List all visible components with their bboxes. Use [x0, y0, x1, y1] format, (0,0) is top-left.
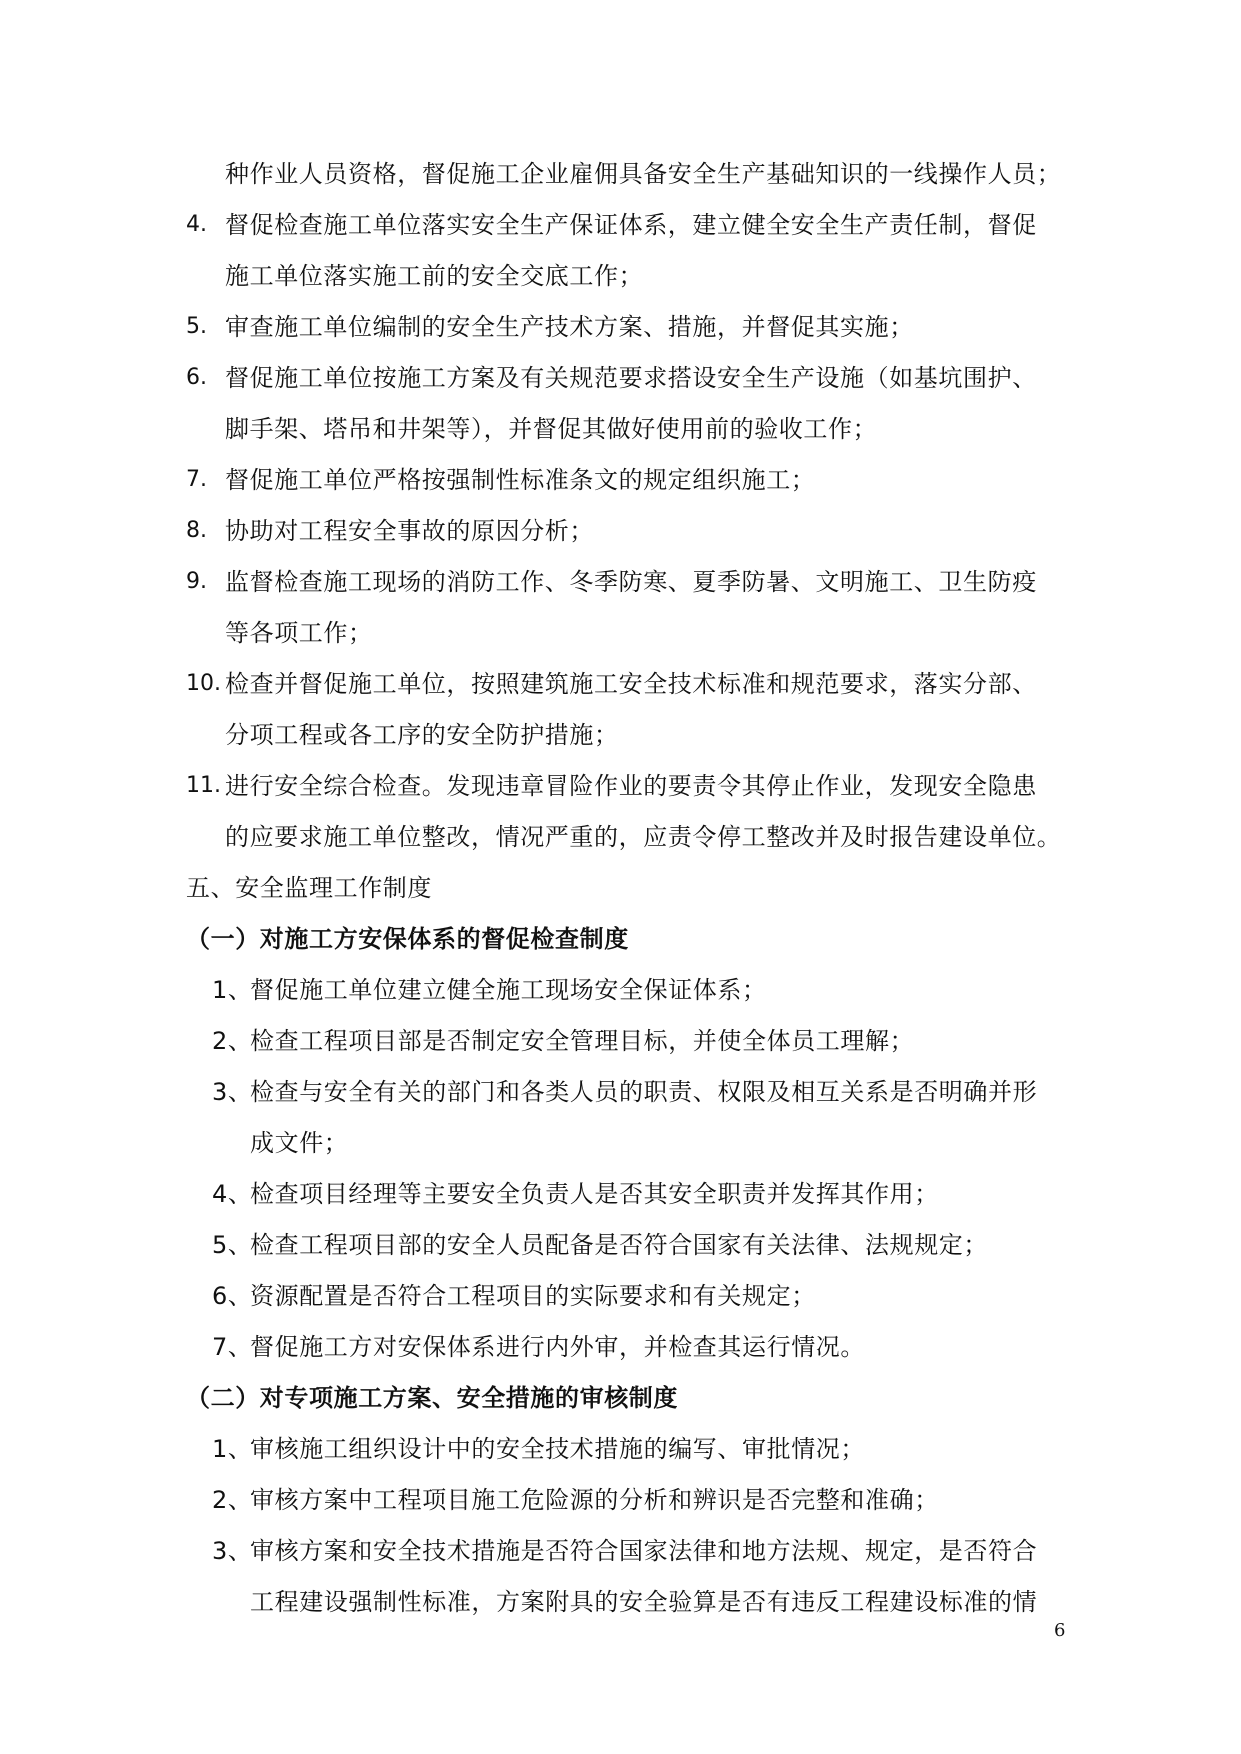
sub-item-line: 成文件；: [250, 1129, 349, 1157]
list-item-line: 检查并督促施工单位，按照建筑施工安全技术标准和规范要求，落实分部、: [225, 670, 1037, 698]
sub-item-number: 6、: [212, 1282, 253, 1310]
list-item-line: 的应要求施工单位整改，情况严重的，应责令停工整改并及时报告建设单位。: [225, 823, 1062, 851]
sub-item-line: 督促施工单位建立健全施工现场安全保证体系；: [250, 976, 767, 1004]
sub-item-line: 工程建设强制性标准，方案附具的安全验算是否有违反工程建设标准的情: [250, 1588, 1038, 1616]
list-item-number: 6.: [186, 365, 207, 390]
sub-item-line: 审核方案和安全技术措施是否符合国家法律和地方法规、规定，是否符合: [250, 1537, 1038, 1565]
sub-item-number: 2、: [212, 1486, 253, 1514]
list-item-number: 8.: [186, 518, 207, 543]
sub-item-number: 2、: [212, 1027, 253, 1055]
list-item-line: 分项工程或各工序的安全防护措施；: [225, 721, 619, 749]
list-item-number: 5.: [186, 314, 207, 339]
page-number: 6: [1054, 1620, 1066, 1641]
sub-item-line: 检查项目经理等主要安全负责人是否其安全职责并发挥其作用；: [250, 1180, 939, 1208]
list-item-number: 9.: [186, 569, 207, 594]
sub-item-number: 1、: [212, 1435, 253, 1463]
sub-item-number: 1、: [212, 976, 253, 1004]
list-item-line: 施工单位落实施工前的安全交底工作；: [225, 262, 644, 290]
sub-item-line: 审核施工组织设计中的安全技术措施的编写、审批情况；: [250, 1435, 865, 1463]
list-item-line: 等各项工作；: [225, 619, 373, 647]
continuation-line: 种作业人员资格，督促施工企业雇佣具备安全生产基础知识的一线操作人员；: [225, 160, 1062, 188]
list-item-number: 11.: [186, 773, 221, 798]
sub-item-number: 7、: [212, 1333, 253, 1361]
list-item-line: 进行安全综合检查。发现违章冒险作业的要责令其停止作业，发现安全隐患: [225, 772, 1037, 800]
section-heading: 五、安全监理工作制度: [186, 874, 432, 902]
sub-item-number: 5、: [212, 1231, 253, 1259]
list-item-number: 4.: [186, 212, 207, 237]
list-item-number: 7.: [186, 467, 207, 492]
sub-item-line: 督促施工方对安保体系进行内外审，并检查其运行情况。: [250, 1333, 865, 1361]
list-item-line: 监督检查施工现场的消防工作、冬季防寒、夏季防暑、文明施工、卫生防疫: [225, 568, 1037, 596]
sub-item-number: 3、: [212, 1537, 253, 1565]
list-item-line: 脚手架、塔吊和井架等），并督促其做好使用前的验收工作；: [225, 415, 878, 443]
list-item-line: 督促检查施工单位落实安全生产保证体系，建立健全安全生产责任制，督促: [225, 211, 1037, 239]
subsection-heading: （一）对施工方安保体系的督促检查制度: [186, 925, 629, 953]
list-item-number: 10.: [186, 671, 221, 696]
sub-item-line: 检查工程项目部的安全人员配备是否符合国家有关法律、法规规定；: [250, 1231, 988, 1259]
list-item-line: 督促施工单位按施工方案及有关规范要求搭设安全生产设施（如基坑围护、: [225, 364, 1037, 392]
sub-item-number: 4、: [212, 1180, 253, 1208]
sub-item-line: 检查与安全有关的部门和各类人员的职责、权限及相互关系是否明确并形: [250, 1078, 1038, 1106]
subsection-heading: （二）对专项施工方案、安全措施的审核制度: [186, 1384, 678, 1412]
sub-item-number: 3、: [212, 1078, 253, 1106]
sub-item-line: 检查工程项目部是否制定安全管理目标，并使全体员工理解；: [250, 1027, 915, 1055]
list-item-line: 督促施工单位严格按强制性标准条文的规定组织施工；: [225, 466, 816, 494]
sub-item-line: 资源配置是否符合工程项目的实际要求和有关规定；: [250, 1282, 816, 1310]
list-item-line: 审查施工单位编制的安全生产技术方案、措施，并督促其实施；: [225, 313, 914, 341]
sub-item-line: 审核方案中工程项目施工危险源的分析和辨识是否完整和准确；: [250, 1486, 939, 1514]
list-item-line: 协助对工程安全事故的原因分析；: [225, 517, 594, 545]
